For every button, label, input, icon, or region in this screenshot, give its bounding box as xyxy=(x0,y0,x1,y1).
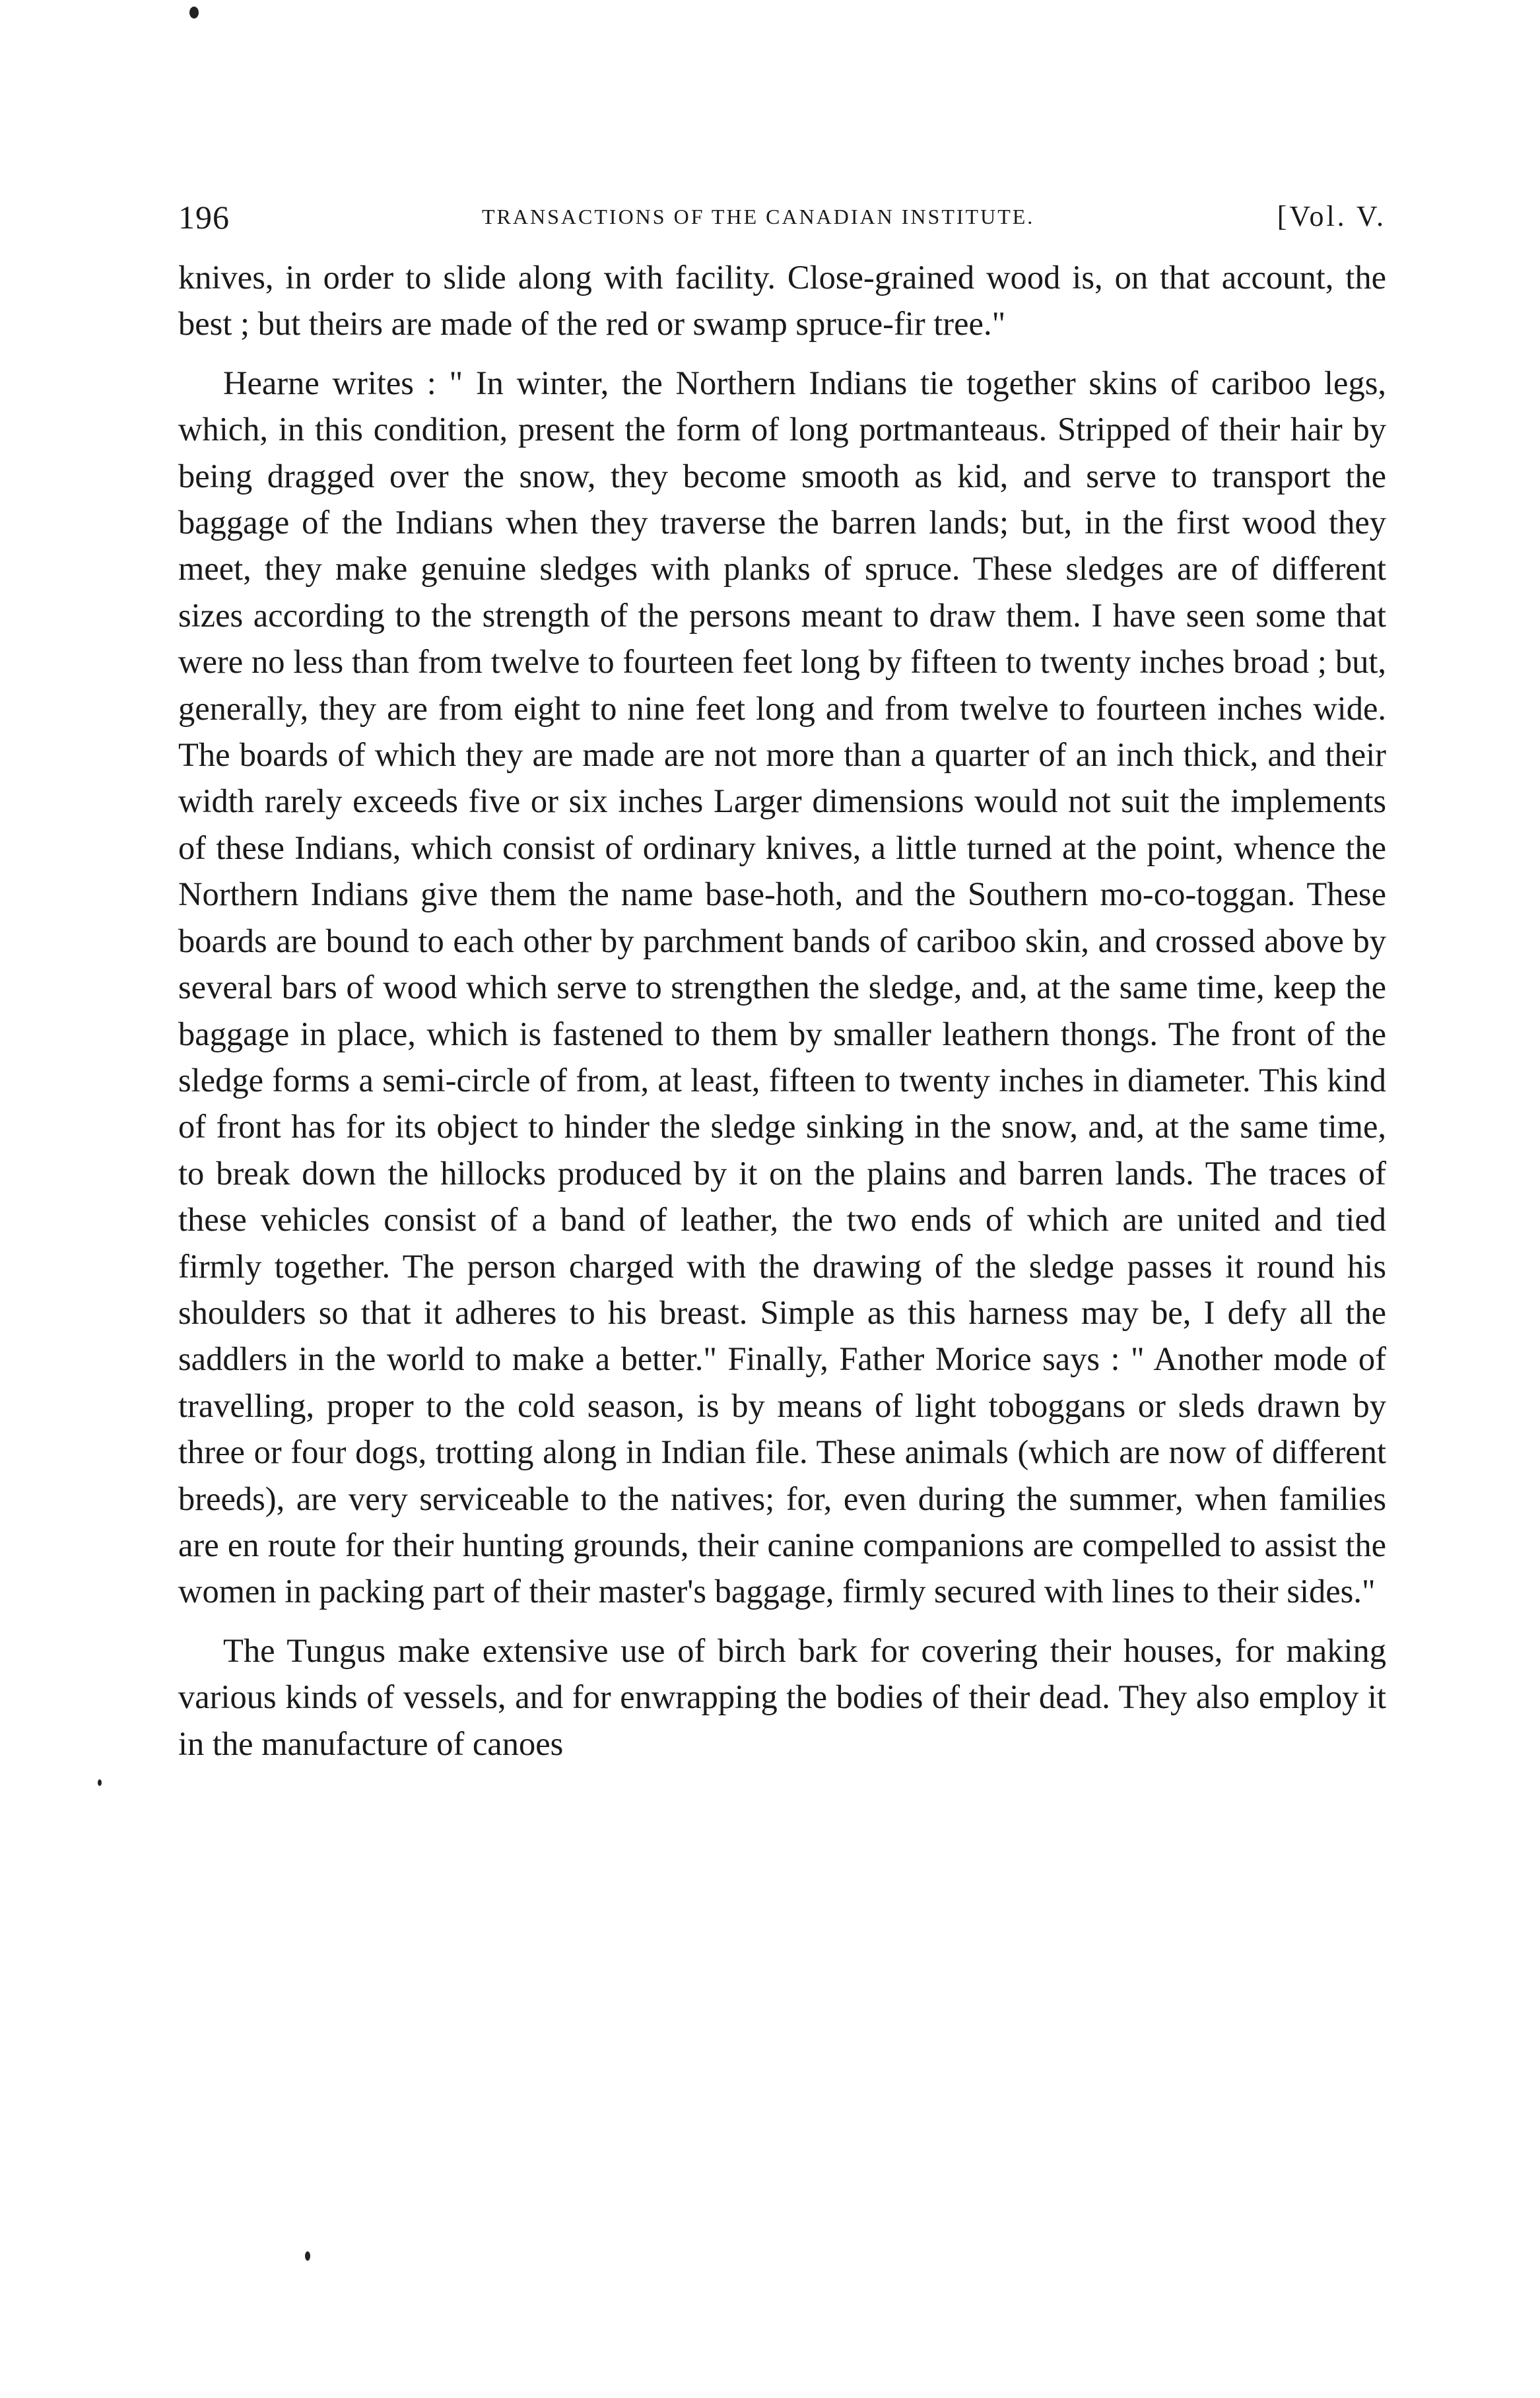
paragraph-continuation: knives, in order to slide along with facility. Close-grained wood is, on that account, the best ; but theirs are made of the red or swamp spruce-fir tree." xyxy=(178,259,1386,343)
ink-speck xyxy=(98,1779,102,1786)
ink-speck xyxy=(305,2251,310,2261)
running-title: TRANSACTIONS OF THE CANADIAN INSTITUTE. xyxy=(482,205,1035,228)
page-number: 196 xyxy=(178,199,230,236)
ink-speck xyxy=(189,7,199,18)
volume-label: [Vol. V. xyxy=(1277,200,1386,232)
body-text xyxy=(178,254,1386,1767)
paragraph-tungus: The Tungus make extensive use of birch bark for covering their houses, for making various kinds of vessels, and for enwrapping the bodies of their dead. They also employ it in the manufacture of canoes xyxy=(178,1631,1386,1762)
running-head xyxy=(178,198,1386,238)
paragraph-hearne-quote: Hearne writes : " In winter, the Northern Indians tie together skins of cariboo legs, which, in this condition, present the form of long portmanteaus. Stripped of their hair by being dragged over the snow, they become smooth as kid, and serve to transport the baggage of the Indians when they traverse the barren lands; but, in the first wood they meet, they make genuine sledges with planks of spruce. These sledges are of different sizes according to the strength of the persons meant to draw them. I have seen some that were no less than from twelve to fourteen feet long by fifteen to twenty inches broad ; but, generally, they are from eight to nine feet long and from twelve to fourteen inches wide. The boards of which they are made are not more than a quarter of an inch thick, and their width rarely exceeds five or six inches Larger dimensions would not suit the implements of these Indians, which consist of ordinary knives, a little turned at the point, whence the Northern Indians give them the name base-hoth, and the Southern mo-co-toggan. These boards are bound to each other by parchment bands of cariboo skin, and crossed above by several bars of wood which serve to strengthen the sledge, and, at the same time, keep the baggage in place, which is fastened to them by smaller leathern thongs. The front of the sledge forms a semi-circle of from, at least, fifteen to twenty inches in diameter. This kind of front has for its object to hinder the sledge sinking in the snow, and, at the same time, to break down the hillocks produced by it on the plains and barren lands. The traces of these vehicles consist of a band of leather, the two ends of which are united and tied firmly together. The person charged with the drawing of the sledge passes it round his shoulders so that it adheres to his breast. Simple as this harness may be, I defy all the saddlers in the world to make a better." Finally, Father Morice says : " Another mode of travelling, proper to the cold season, is by means of light toboggans or sleds drawn by three or four dogs, trotting along in Indian file. These animals (which are now of different breeds), are very serviceable to the natives; for, even during the summer, when families are en route for their hunting grounds, their canine companions are compelled to assist the women in packing part of their master's baggage, firmly secured with lines to their sides." xyxy=(178,364,1386,1610)
